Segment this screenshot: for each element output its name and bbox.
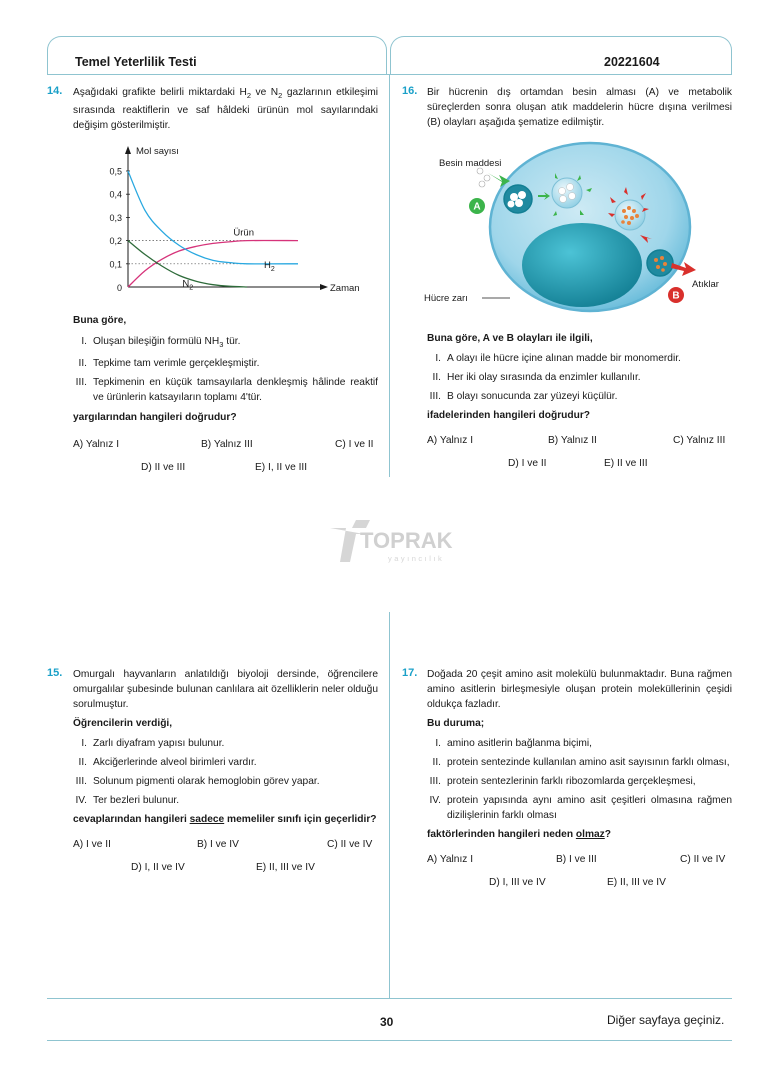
y-tick-label: 0,3 [109, 212, 122, 223]
q14-option-c[interactable]: C) I ve II [335, 439, 374, 450]
q14-item-2: II. Tepkime tam verimle gerçekleşmiştir. [78, 358, 260, 369]
watermark-subtext: yayıncılık [388, 554, 445, 563]
chart-ticks [109, 167, 247, 294]
q15-item-2: II. Akciğerlerinde alveol birimleri vardır. [78, 757, 257, 768]
q17-item-3: III. protein sentezlerinin farklı ribozomlarda gerçekleşmesi, [429, 776, 696, 787]
question-16-prompt: ifadelerinden hangileri doğrudur? [427, 410, 591, 421]
question-16-intro: Buna göre, A ve B olayları ile ilgili, [427, 333, 593, 344]
exit-vesicle [647, 250, 673, 276]
badge-b: B [672, 290, 680, 302]
question-number-15: 15. [47, 667, 63, 679]
question-number-14: 14. [47, 85, 63, 97]
series-line-h2 [128, 171, 298, 264]
y-tick-label: 0,1 [109, 259, 122, 270]
q15-option-b[interactable]: B) I ve IV [197, 839, 239, 850]
series-label: Ürün [233, 227, 254, 239]
footer-rule-top [47, 998, 732, 999]
q14-option-d[interactable]: D) II ve III [141, 462, 186, 473]
question-15 [73, 667, 378, 883]
q15-options [73, 837, 378, 883]
question-16-stem: Bir hücrenin dış ortamdan besin alması (A) ve metabolik süreçlerden sonra oluşan atık maddelerin hücre dışına verilmesi (B) olayları aşağıda şematize edilmiştir. [427, 87, 732, 128]
q14-option-b[interactable]: B) Yalnız III [201, 439, 253, 450]
footer-rule-bottom [47, 1040, 732, 1041]
q16-option-d[interactable]: D) I ve II [508, 458, 547, 469]
waste-vesicle [615, 200, 645, 230]
y-tick-label: 0,4 [109, 189, 122, 200]
chart-labels [136, 146, 360, 294]
question-17-prompt: faktörlerinden hangileri neden olmaz? [427, 829, 611, 840]
test-title: Temel Yeterlilik Testi [75, 55, 197, 69]
header-right-frame [390, 36, 732, 74]
cell-diagram [420, 135, 730, 310]
q15-item-4: IV. Ter bezleri bulunur. [75, 795, 180, 806]
q17-option-c[interactable]: C) II ve IV [680, 854, 726, 865]
question-17 [427, 667, 732, 898]
y-axis-arrow-icon [125, 146, 131, 154]
q15-item-3: III. Solunum pigmenti olarak hemoglobin görev yapar. [75, 776, 320, 787]
question-14-stem: Aşağıdaki grafikte belirli miktardaki $H_2$ ve $N_2$ gazlarının etkileşimi sırasında reaktiflerin ve saf hâldeki ürünün mol sayılarındaki değişim gösterilmiştir. [73, 87, 379, 131]
digestive-vesicle [552, 178, 582, 208]
y-tick-label: 0 [116, 283, 122, 293]
q14-item-1: I. Oluşan bileşiğin formülü $NH_3$ tür. [81, 336, 241, 349]
question-16-body [427, 331, 732, 479]
mole-time-chart [100, 138, 360, 303]
q14-option-e[interactable]: E) I, II ve III [255, 462, 308, 473]
question-number-16: 16. [402, 85, 418, 97]
y-tick-label: 0,5 [109, 166, 122, 177]
test-code: 20221604 [604, 55, 660, 69]
x-axis-arrow-icon [320, 284, 328, 290]
question-17-intro: Bu duruma; [427, 718, 485, 729]
label-waste: Atıklar [692, 279, 719, 290]
label-food: Besin maddesi [439, 158, 502, 169]
q15-item-1: I. Zarlı diyafram yapısı bulunur. [81, 738, 225, 749]
y-axis-label: Mol sayısı [136, 146, 179, 157]
q17-item-2: II. protein sentezinde kullanılan amino asit sayısının farklı olması, [432, 757, 730, 768]
badge-a: A [473, 201, 481, 213]
column-divider-bottom [389, 612, 390, 998]
question-14-body [73, 313, 378, 483]
question-15-prompt: cevaplarından hangileri sadece memeliler sınıfı için geçerlidir? [73, 814, 377, 825]
q15-option-c[interactable]: C) II ve IV [327, 839, 373, 850]
question-14 [73, 85, 378, 133]
q17-option-e[interactable]: E) II, III ve IV [607, 877, 666, 888]
q16-option-c[interactable]: C) Yalnız III [673, 435, 726, 446]
q16-item-1: I. A olayı ile hücre içine alınan madde bir monomerdir. [435, 353, 681, 364]
nucleus [522, 223, 642, 307]
q16-option-e[interactable]: E) II ve III [604, 458, 648, 469]
watermark-text: TOPRAK [360, 528, 453, 553]
question-14-intro: Buna göre, [73, 315, 127, 326]
q15-option-e[interactable]: E) II, III ve IV [256, 862, 315, 873]
column-divider-top [389, 75, 390, 477]
question-17-stem: Doğada 20 çeşit amino asit molekülü bulunmaktadır. Buna rağmen amino asitlerin birleşmesiyle oluşan protein moleküllerinin çeşidi oldukça fazladır. [427, 669, 732, 710]
y-tick-label: 0,2 [109, 236, 122, 247]
question-number-17: 17. [402, 667, 418, 679]
q16-options [427, 433, 732, 479]
q15-option-d[interactable]: D) I, II ve IV [131, 862, 185, 873]
q16-option-b[interactable]: B) Yalnız II [548, 435, 597, 446]
q16-item-3: III. B olayı sonucunda zar yüzeyi küçülür. [429, 391, 618, 402]
series-label: $H_2$ [264, 259, 275, 273]
q16-option-a[interactable]: A) Yalnız I [427, 435, 474, 446]
question-16 [427, 85, 732, 130]
question-14-prompt: yargılarından hangileri doğrudur? [73, 412, 237, 423]
q17-item-4: IV. protein yapısında aynı amino asit çeşitleri olmasına rağmen dizilişlerinin farklı olması [429, 795, 732, 821]
series-label: $N_2$ [182, 278, 194, 292]
next-page-note: Diğer sayfaya geçiniz. [607, 1013, 725, 1027]
q17-option-d[interactable]: D) I, III ve IV [489, 877, 546, 888]
question-15-stem: Omurgalı hayvanların anlatıldığı biyoloji dersinde, öğrencilere omurgalılar şubesinde bulunan canlılara ait özelliklerin neler olduğu sorulmuştur. [73, 669, 378, 710]
q14-option-a[interactable]: A) Yalnız I [73, 439, 120, 450]
q14-item-3: III. Tepkimenin en küçük tamsayılarla denkleşmiş hâlinde reaktif ve ürünlerin katsayıların toplamı 4'tür. [75, 377, 378, 403]
q14-options [73, 437, 378, 483]
label-membrane: Hücre zarı [424, 293, 468, 304]
entry-vesicle [504, 185, 532, 213]
publisher-watermark [326, 512, 456, 572]
page-number: 30 [380, 1015, 394, 1029]
q15-option-a[interactable]: A) I ve II [73, 839, 111, 850]
q17-options [427, 852, 732, 898]
question-15-intro: Öğrencilerin verdiği, [73, 718, 173, 729]
q17-option-b[interactable]: B) I ve III [556, 854, 597, 865]
q16-item-2: II. Her iki olay sırasında da enzimler kullanılır. [432, 372, 641, 383]
chart-axes [125, 146, 328, 290]
q17-option-a[interactable]: A) Yalnız I [427, 854, 474, 865]
x-axis-label: Zaman [330, 283, 360, 294]
q17-item-1: I. amino asitlerin bağlanma biçimi, [435, 738, 592, 749]
